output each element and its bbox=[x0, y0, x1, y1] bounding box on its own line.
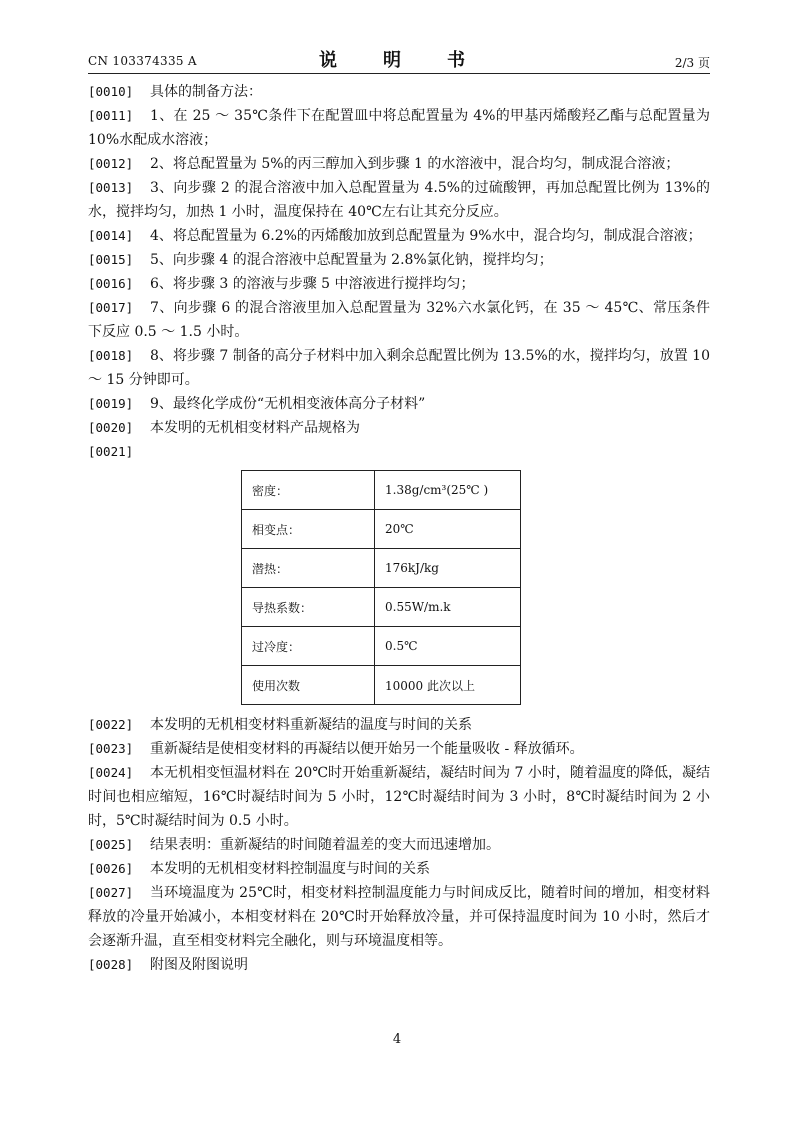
paragraph bbox=[88, 833, 710, 857]
paragraph-text: 5、向步骤 4 的混合溶液中总配置量为 2.8%氯化钠，搅拌均匀； bbox=[150, 252, 553, 268]
paragraph-number: [0016] bbox=[88, 276, 134, 291]
table-row bbox=[242, 510, 521, 549]
spec-table bbox=[241, 470, 521, 705]
paragraph bbox=[88, 224, 710, 248]
paragraph bbox=[88, 392, 710, 416]
paragraph bbox=[88, 272, 710, 296]
table-row bbox=[242, 588, 521, 627]
paragraph-list bbox=[88, 80, 710, 464]
paragraph bbox=[88, 248, 710, 272]
property-value: 176kJ/kg bbox=[375, 549, 521, 588]
paragraph bbox=[88, 176, 710, 224]
table-row bbox=[242, 471, 521, 510]
property-value: 0.55W/m.k bbox=[375, 588, 521, 627]
paragraph-number: [0013] bbox=[88, 180, 134, 195]
property-value: 10000 此次以上 bbox=[375, 666, 521, 705]
table-row bbox=[242, 549, 521, 588]
paragraph-text: 2、将总配置量为 5%的丙三醇加入到步骤 1 的水溶液中，混合均匀，制成混合溶液； bbox=[150, 156, 680, 172]
page-indicator: 2/3 页 bbox=[674, 56, 710, 70]
paragraph-text: 4、将总配置量为 6.2%的丙烯酸加放到总配置量为 9%水中，混合均匀，制成混合溶液； bbox=[150, 228, 702, 244]
paragraph-number: [0024] bbox=[88, 765, 134, 780]
property-value: 1.38g/cm³(25℃ ) bbox=[375, 471, 521, 510]
paragraph-list bbox=[88, 713, 710, 977]
document-body bbox=[88, 80, 710, 977]
paragraph-text: 本发明的无机相变材料产品规格为 bbox=[150, 420, 360, 436]
paragraph-number: [0020] bbox=[88, 420, 134, 435]
property-name: 相变点： bbox=[242, 510, 375, 549]
paragraph-number: [0014] bbox=[88, 228, 134, 243]
paragraph-number: [0015] bbox=[88, 252, 134, 267]
paragraph-text: 重新凝结是使相变材料的再凝结以便开始另一个能量吸收 - 释放循环。 bbox=[150, 741, 584, 757]
paragraph-number: [0019] bbox=[88, 396, 134, 411]
paragraph-number: [0017] bbox=[88, 300, 134, 315]
paragraph-number: [0018] bbox=[88, 348, 134, 363]
paragraph-text: 本发明的无机相变材料重新凝结的温度与时间的关系 bbox=[150, 717, 472, 733]
paragraph-text: 7、向步骤 6 的混合溶液里加入总配置量为 32%六水氯化钙，在 35 ～ 45℃、常压条件下反应 0.5 ～ 1.5 小时。 bbox=[88, 300, 710, 340]
property-value: 0.5℃ bbox=[375, 627, 521, 666]
paragraph-text: 具体的制备方法： bbox=[150, 84, 262, 100]
property-name: 导热系数： bbox=[242, 588, 375, 627]
paragraph-number: [0027] bbox=[88, 885, 134, 900]
paragraph-number: [0010] bbox=[88, 84, 134, 99]
patent-number: CN 103374335 A bbox=[88, 54, 197, 68]
paragraph bbox=[88, 440, 710, 464]
paragraph bbox=[88, 80, 710, 104]
page-number: 4 bbox=[392, 1032, 402, 1047]
paragraph-number: [0023] bbox=[88, 741, 134, 756]
paragraph-text: 8、将步骤 7 制备的高分子材料中加入剩余总配置比例为 13.5%的水，搅拌均匀，放置 10 ～ 15 分钟即可。 bbox=[88, 348, 710, 388]
page-header bbox=[88, 48, 710, 72]
document-title: 说 明 书 bbox=[319, 50, 479, 71]
paragraph-text: 本发明的无机相变材料控制温度与时间的关系 bbox=[150, 861, 430, 877]
paragraph-number: [0012] bbox=[88, 156, 134, 171]
paragraph bbox=[88, 953, 710, 977]
paragraph bbox=[88, 152, 710, 176]
paragraph bbox=[88, 104, 710, 152]
paragraph-text: 3、向步骤 2 的混合溶液中加入总配置量为 4.5%的过硫酸钾，再加总配置比例为 13%的水，搅拌均匀，加热 1 小时，温度保持在 40℃左右让其充分反应。 bbox=[88, 180, 710, 220]
paragraph-number: [0028] bbox=[88, 957, 134, 972]
paragraph bbox=[88, 737, 710, 761]
paragraph-number: [0026] bbox=[88, 861, 134, 876]
paragraph bbox=[88, 296, 710, 344]
property-name: 过冷度： bbox=[242, 627, 375, 666]
property-name: 潜热： bbox=[242, 549, 375, 588]
paragraph-text: 当环境温度为 25℃时，相变材料控制温度能力与时间成反比，随着时间的增加，相变材料释放的冷量开始减小，本相变材料在 20℃时开始释放冷量，并可保持温度时间为 10 小时，然后才会逐渐升温，直至相变材料完全融化，则与环境温度相等。 bbox=[88, 885, 710, 949]
paragraph-text: 6、将步骤 3 的溶液与步骤 5 中溶液进行搅拌均匀； bbox=[150, 276, 475, 292]
paragraph-text: 9、最终化学成份“无机相变液体高分子材料” bbox=[150, 396, 426, 412]
table-row bbox=[242, 627, 521, 666]
property-value: 20℃ bbox=[375, 510, 521, 549]
paragraph bbox=[88, 416, 710, 440]
header-rule bbox=[88, 73, 710, 74]
paragraph bbox=[88, 857, 710, 881]
paragraph-number: [0022] bbox=[88, 717, 134, 732]
paragraph bbox=[88, 344, 710, 392]
table-row bbox=[242, 666, 521, 705]
paragraph bbox=[88, 881, 710, 953]
paragraph-number: [0025] bbox=[88, 837, 134, 852]
paragraph bbox=[88, 761, 710, 833]
paragraph bbox=[88, 713, 710, 737]
paragraph-text: 1、在 25 ～ 35℃条件下在配置皿中将总配置量为 4%的甲基丙烯酸羟乙酯与总配置量为 10%水配成水溶液； bbox=[88, 108, 710, 148]
paragraph-number: [0011] bbox=[88, 108, 134, 123]
property-name: 密度： bbox=[242, 471, 375, 510]
paragraph-number: [0021] bbox=[88, 444, 134, 459]
paragraph-text: 附图及附图说明 bbox=[150, 957, 248, 973]
property-name: 使用次数 bbox=[242, 666, 375, 705]
paragraph-text: 本无机相变恒温材料在 20℃时开始重新凝结，凝结时间为 7 小时，随着温度的降低，凝结时间也相应缩短，16℃时凝结时间为 5 小时，12℃时凝结时间为 3 小时，8℃时凝结时间为 2 小时，5℃时凝结时间为 0.5 小时。 bbox=[88, 765, 710, 829]
paragraph-text: 结果表明：重新凝结的时间随着温差的变大而迅速增加。 bbox=[150, 837, 500, 853]
